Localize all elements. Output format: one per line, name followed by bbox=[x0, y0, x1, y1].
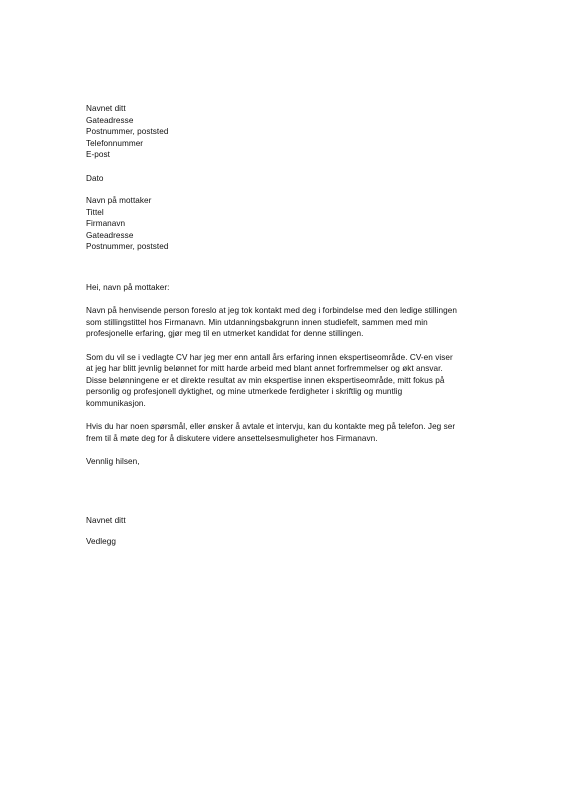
paragraph-line: Disse belønningene er et direkte resultat av min ekspertise innen ekspertiseområde, mitt fokus på bbox=[86, 375, 445, 385]
paragraph-line: kommunikasjon. bbox=[86, 398, 146, 408]
paragraph-line: som stillingstittel hos Firmanavn. Min utdanningsbakgrunn innen studiefelt, sammen med min bbox=[86, 317, 428, 327]
recipient-postal: Postnummer, poststed bbox=[86, 242, 169, 251]
paragraph-line: Som du vil se i vedlagte CV har jeg mer enn antall års erfaring innen ekspertiseområde. CV-en viser bbox=[86, 352, 453, 362]
attachment-note: Vedlegg bbox=[86, 537, 116, 546]
body-paragraph-2 bbox=[86, 352, 486, 410]
paragraph-line: profesjonelle erfaring, gjør meg til en utmerket kandidat for denne stillingen. bbox=[86, 329, 364, 338]
sender-postal: Postnummer, poststed bbox=[86, 127, 169, 136]
body-paragraph-1 bbox=[86, 305, 486, 340]
sender-email: E-post bbox=[86, 150, 110, 159]
recipient-title: Tittel bbox=[86, 207, 104, 217]
greeting: Hei, navn på mottaker: bbox=[86, 282, 170, 292]
paragraph-line: personlig og profesjonell dyktighet, og mine utmerkede ferdigheter i skriftlig og muntlig bbox=[86, 387, 403, 396]
sender-address-block bbox=[86, 103, 486, 161]
signature-name: Navnet ditt bbox=[86, 515, 126, 525]
paragraph-line: at jeg har blitt jevnlig belønnet for mitt harde arbeid med blant annet forfremmelser og økt ansvar. bbox=[86, 364, 443, 373]
cover-letter bbox=[86, 103, 486, 548]
paragraph-line: Hvis du har noen spørsmål, eller ønsker å avtale et intervju, kan du kontakte meg på telefon. Jeg ser bbox=[86, 422, 456, 431]
sender-phone: Telefonnummer bbox=[86, 138, 144, 148]
body-paragraph-3 bbox=[86, 421, 486, 444]
recipient-name: Navn på mottaker bbox=[86, 196, 152, 205]
closing: Vennlig hilsen, bbox=[86, 457, 140, 466]
paragraph-line: Navn på henvisende person foreslo at jeg tok kontakt med deg i forbindelse med den ledige stillingen bbox=[86, 306, 457, 315]
recipient-company: Firmanavn bbox=[86, 219, 126, 228]
recipient-street: Gateadresse bbox=[86, 230, 134, 240]
sender-name: Navnet ditt bbox=[86, 104, 126, 113]
letter-date: Dato bbox=[86, 173, 104, 183]
sender-street: Gateadresse bbox=[86, 115, 134, 125]
paragraph-line: frem til å møte deg for å diskutere videre ansettelsesmuligheter hos Firmanavn. bbox=[86, 433, 378, 443]
recipient-address-block bbox=[86, 195, 486, 253]
